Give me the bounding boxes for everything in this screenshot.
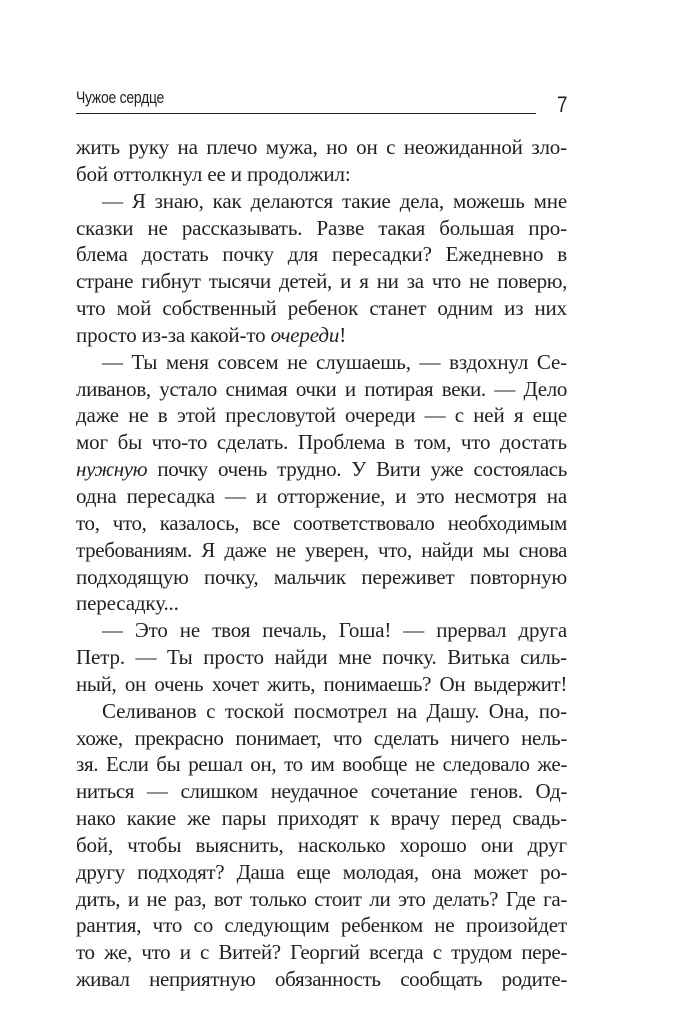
text-line: то же, что и с Витей? Георгий всегда с трудом пере- [76,940,567,965]
text-line: то, что, казалось, все соответствовало необходимым [76,510,567,535]
text-line: блема достать почку для пересадки? Ежедневно в [76,242,567,267]
text-line: — Я знаю, как делаются такие дела, можешь мне [102,188,567,213]
text-line: хоже, прекрасно понимает, что сделать ничего нель- [76,725,567,750]
text-line: живал неприятную обязанность сообщать родите- [76,967,567,992]
text-line: дить, и не раз, вот только стоит ли это делать? Где га- [76,886,567,911]
header-rule [76,113,536,114]
text-line: требованиям. Я даже не уверен, что, найди мы снова [76,537,567,562]
text-line: ливанов, устало снимая очки и потирая веки. — Дело [76,376,567,401]
text-line: сказки не рассказывать. Разве такая большая про- [76,215,567,240]
text-line: зя. Если бы решал он, то им вообще не следовало же- [76,752,567,777]
page-number: 7 [557,92,568,117]
text-line: пересадку... [76,591,179,616]
text-line: бой, чтобы выяснить, насколько хорошо они друг [76,832,567,857]
text-line: нако какие же пары приходят к врачу перед свадь- [76,806,567,831]
text-line: Селиванов с тоской посмотрел на Дашу. Она, по- [102,698,567,723]
text-line: рантия, что со следующим ребенком не произойдет [76,913,567,938]
text-line: ный, он очень хочет жить, понимаешь? Он выдержит! [76,671,567,696]
text-line: Петр. — Ты просто найди мне почку. Витька силь- [76,645,567,670]
text-line: жить руку на плечо мужа, но он с неожиданной зло- [76,135,567,159]
text-line: бой оттолкнул ее и продолжил: [76,161,351,186]
text-line: стране гибнут тысячи детей, и я ни за что не поверю, [76,269,567,294]
text-line: ниться — слишком неудачное сочетание генов. Од- [76,779,567,804]
text-line: мог бы что-то сделать. Проблема в том, что достать [76,430,567,455]
text-line: что мой собственный ребенок станет одним из них [76,296,567,321]
text-line: — Это не твоя печаль, Гоша! — прервал друга [102,618,567,643]
text-line: одна пересадка — и отторжение, и это несмотря на [76,483,567,508]
text-line: другу подходят? Даша еще молодая, она может ро- [76,859,567,884]
text-line: подходящую почку, мальчик переживет повторную [76,564,567,589]
text-line: даже не в этой пресловутой очереди — с ней я еще [76,403,567,428]
text-line: просто из-за какой-то очереди! [76,322,347,347]
text-line: нужную почку очень трудно. У Вити уже состоялась [76,457,567,482]
running-title: Чужое сердце [76,88,165,107]
text-line: — Ты меня совсем не слушаешь, — вздохнул Се- [102,349,567,374]
emphasis: очереди [270,322,340,347]
emphasis: нужную [76,457,148,482]
body-text [76,134,567,993]
